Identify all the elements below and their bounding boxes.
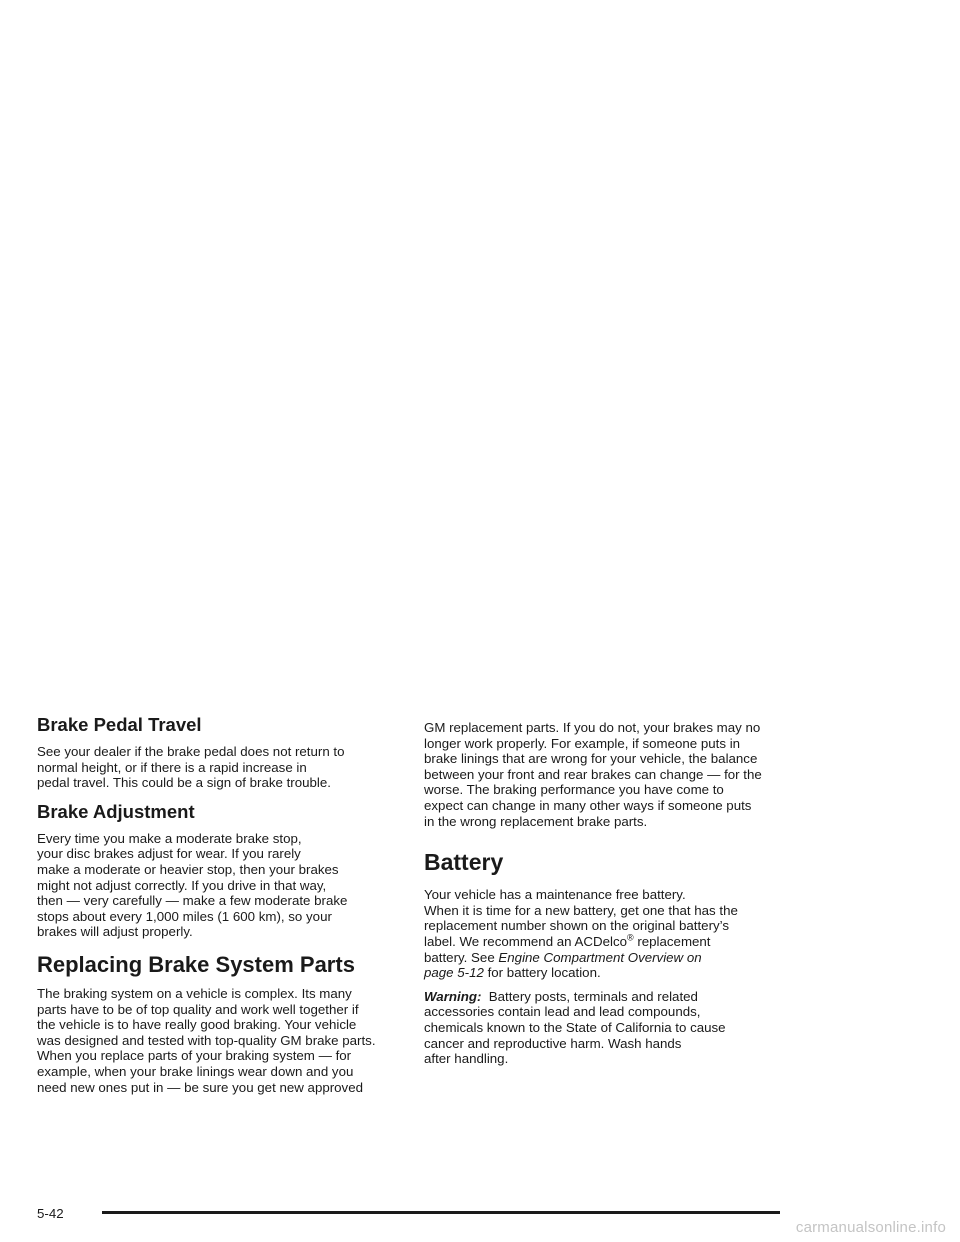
- cross-reference-link[interactable]: Engine Compartment Overview on: [498, 949, 702, 965]
- text-line: [424, 989, 764, 1005]
- text-line: When it is time for a new battery, get one that has the: [424, 902, 738, 918]
- text-line: might not adjust correctly. If you drive in that way,: [37, 877, 327, 893]
- text-line: accessories contain lead and lead compounds,: [424, 1004, 701, 1020]
- watermark: carmanualsonline.info: [795, 1219, 946, 1236]
- text-line: between your front and rear brakes can change — for the: [424, 766, 762, 782]
- text-line: brake linings that are wrong for your vehicle, the balance: [424, 751, 758, 767]
- text-line: The braking system on a vehicle is complex. Its many: [37, 985, 352, 1001]
- right-column: [424, 720, 764, 1067]
- text-fragment: for battery location.: [483, 965, 601, 981]
- warning-label: Warning:: [424, 988, 482, 1004]
- text-line: the vehicle is to have really good braking. Your vehicle: [37, 1017, 357, 1033]
- text-line: make a moderate or heavier stop, then your brakes: [37, 861, 339, 877]
- text-line: GM replacement parts. If you do not, your brakes may no: [424, 720, 761, 735]
- text-line: example, when your brake linings wear down and you: [37, 1063, 354, 1079]
- text-line: was designed and tested with top-quality GM brake parts.: [37, 1032, 376, 1048]
- text-line: normal height, or if there is a rapid increase in: [37, 759, 307, 775]
- text-line: brakes will adjust properly.: [37, 924, 193, 940]
- text-line: pedal travel. This could be a sign of brake trouble.: [37, 775, 331, 791]
- text-line: worse. The braking performance you have come to: [424, 782, 724, 798]
- text-line: replacement number shown on the original battery’s: [424, 918, 730, 934]
- paragraph-brake-pedal-travel: [37, 744, 407, 791]
- text-line: [424, 950, 764, 966]
- text-line: chemicals known to the State of California to cause: [424, 1019, 726, 1035]
- text-fragment: label. We recommend an ACDelco: [424, 933, 627, 949]
- text-line: See your dealer if the brake pedal does not return to: [37, 744, 345, 759]
- text-line: stops about every 1,000 miles (1 600 km), so your: [37, 908, 332, 924]
- page-number: 5-42: [37, 1206, 64, 1221]
- text-line: [424, 934, 764, 950]
- paragraph-battery-warning: [424, 989, 764, 1067]
- heading-brake-pedal-travel: Brake Pedal Travel: [37, 714, 202, 735]
- paragraph-replacing-brake-parts: [37, 986, 407, 1095]
- paragraph-battery: [424, 887, 764, 981]
- text-line: parts have to be of top quality and work well together if: [37, 1001, 359, 1017]
- paragraph-replacing-brake-parts-continued: [424, 720, 764, 829]
- text-fragment: Battery posts, terminals and related: [488, 988, 698, 1004]
- heading-replacing-brake-system-parts: Replacing Brake System Parts: [37, 951, 355, 977]
- heading-battery: Battery: [424, 849, 504, 876]
- paragraph-brake-adjustment: [37, 831, 407, 940]
- cross-reference-link-page[interactable]: page 5-12: [424, 965, 484, 981]
- footer-rule: [102, 1211, 780, 1214]
- heading-brake-adjustment: Brake Adjustment: [37, 800, 195, 822]
- text-line: after handling.: [424, 1051, 509, 1067]
- text-line: expect can change in many other ways if someone puts: [424, 797, 752, 813]
- text-line: Your vehicle has a maintenance free battery.: [424, 887, 686, 903]
- text-line: in the wrong replacement brake parts.: [424, 813, 648, 829]
- text-line: need new ones put in — be sure you get new approved: [37, 1079, 363, 1095]
- text-line: When you replace parts of your braking system — for: [37, 1048, 352, 1064]
- text-line: [424, 965, 764, 981]
- text-line: then — very carefully — make a few moderate brake: [37, 893, 348, 909]
- text-line: Every time you make a moderate brake stop,: [37, 830, 302, 846]
- text-fragment: replacement: [633, 933, 711, 949]
- text-fragment: battery. See: [424, 949, 499, 965]
- text-line: cancer and reproductive harm. Wash hands: [424, 1035, 682, 1051]
- registered-mark: ®: [627, 932, 634, 943]
- text-line: your disc brakes adjust for wear. If you rarely: [37, 846, 301, 862]
- left-column: [37, 714, 407, 1095]
- text-line: longer work properly. For example, if someone puts in: [424, 735, 741, 751]
